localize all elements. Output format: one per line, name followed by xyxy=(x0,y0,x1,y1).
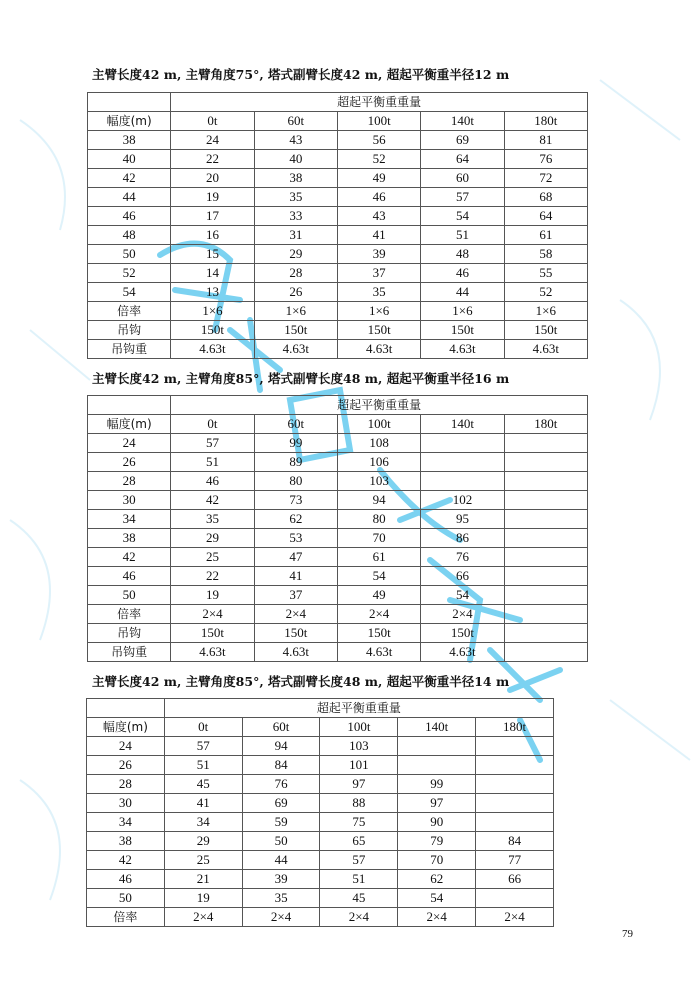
table-cell xyxy=(504,453,587,472)
table-cell: 66 xyxy=(421,567,504,586)
table-cell: 64 xyxy=(421,150,504,169)
table-row xyxy=(88,264,588,283)
column-header-counterweight: 60t xyxy=(254,415,337,434)
table-cell xyxy=(476,794,554,813)
table-cell: 150t xyxy=(421,624,504,643)
row-label: 46 xyxy=(88,567,171,586)
table-cell xyxy=(504,605,587,624)
table-cell: 80 xyxy=(254,472,337,491)
table-cell: 57 xyxy=(421,188,504,207)
table-cell: 24 xyxy=(171,131,254,150)
table-cell: 103 xyxy=(320,737,398,756)
table-cell: 150t xyxy=(337,321,420,340)
table-cell: 2×4 xyxy=(242,908,320,927)
table-cell xyxy=(398,756,476,775)
group-header: 超起平衡重重量 xyxy=(164,699,553,718)
table-row xyxy=(88,245,588,264)
table-row xyxy=(88,491,588,510)
table-cell: 28 xyxy=(254,264,337,283)
column-header-counterweight: 100t xyxy=(337,415,420,434)
table-cell: 15 xyxy=(171,245,254,264)
table-cell: 37 xyxy=(337,264,420,283)
table-cell xyxy=(504,434,587,453)
row-label: 42 xyxy=(87,851,165,870)
table-row xyxy=(88,340,588,359)
column-header-counterweight: 60t xyxy=(254,112,337,131)
table-row xyxy=(88,283,588,302)
table-cell: 39 xyxy=(242,870,320,889)
row-label: 吊钩重 xyxy=(88,340,171,359)
row-label: 24 xyxy=(88,434,171,453)
table-1-title: 主臂长度42 m, 主臂角度75°, 塔式副臂长度42 m, 超起平衡重半径12 m xyxy=(92,67,510,82)
column-header-counterweight: 180t xyxy=(504,415,587,434)
row-label: 42 xyxy=(88,548,171,567)
table-cell: 68 xyxy=(504,188,587,207)
table-cell: 56 xyxy=(337,131,420,150)
table-cell: 69 xyxy=(242,794,320,813)
table-cell: 1×6 xyxy=(171,302,254,321)
table-cell: 38 xyxy=(254,169,337,188)
table-cell: 97 xyxy=(398,794,476,813)
table-cell: 84 xyxy=(242,756,320,775)
table-cell: 150t xyxy=(254,321,337,340)
table-row xyxy=(87,908,554,927)
empty-corner-cell xyxy=(88,396,171,415)
row-label: 30 xyxy=(88,491,171,510)
table-cell: 26 xyxy=(254,283,337,302)
column-header-counterweight: 180t xyxy=(476,718,554,737)
table-row xyxy=(87,870,554,889)
table-cell: 44 xyxy=(421,283,504,302)
group-header-row xyxy=(88,396,588,415)
table-cell: 2×4 xyxy=(320,908,398,927)
table-row xyxy=(88,567,588,586)
table-cell xyxy=(504,548,587,567)
column-header-radius: 幅度(m) xyxy=(88,415,171,434)
row-label: 倍率 xyxy=(87,908,165,927)
table-cell: 99 xyxy=(398,775,476,794)
row-label: 50 xyxy=(87,889,165,908)
table-cell: 150t xyxy=(254,624,337,643)
table-cell: 62 xyxy=(398,870,476,889)
row-label: 34 xyxy=(88,510,171,529)
table-cell: 35 xyxy=(254,188,337,207)
table-cell: 52 xyxy=(337,150,420,169)
row-label: 40 xyxy=(88,150,171,169)
table-cell: 61 xyxy=(337,548,420,567)
table-cell: 75 xyxy=(320,813,398,832)
row-label: 吊钩重 xyxy=(88,643,171,662)
table-cell: 47 xyxy=(254,548,337,567)
table-cell: 103 xyxy=(337,472,420,491)
table-cell: 4.63t xyxy=(171,643,254,662)
table-cell xyxy=(504,529,587,548)
table-cell: 108 xyxy=(337,434,420,453)
table-cell: 58 xyxy=(504,245,587,264)
table-cell: 35 xyxy=(337,283,420,302)
table-cell xyxy=(476,889,554,908)
table-row xyxy=(87,737,554,756)
table-cell: 57 xyxy=(171,434,254,453)
table-cell: 49 xyxy=(337,586,420,605)
column-header-counterweight: 180t xyxy=(504,112,587,131)
table-row xyxy=(88,188,588,207)
column-header-radius: 幅度(m) xyxy=(87,718,165,737)
table-cell: 2×4 xyxy=(337,605,420,624)
table-cell: 54 xyxy=(398,889,476,908)
table-cell: 22 xyxy=(171,567,254,586)
table-cell: 4.63t xyxy=(254,643,337,662)
table-cell: 45 xyxy=(164,775,242,794)
table-row xyxy=(88,548,588,567)
column-header-radius: 幅度(m) xyxy=(88,112,171,131)
load-table-3 xyxy=(86,698,554,927)
table-row xyxy=(88,605,588,624)
table-cell: 4.63t xyxy=(171,340,254,359)
table-cell: 45 xyxy=(320,889,398,908)
table-cell: 59 xyxy=(242,813,320,832)
table-cell: 41 xyxy=(254,567,337,586)
table-cell: 64 xyxy=(504,207,587,226)
column-header-counterweight: 140t xyxy=(398,718,476,737)
table-cell xyxy=(476,813,554,832)
table-cell: 2×4 xyxy=(164,908,242,927)
table-cell: 48 xyxy=(421,245,504,264)
table-cell: 13 xyxy=(171,283,254,302)
table-cell: 97 xyxy=(320,775,398,794)
table-cell: 42 xyxy=(171,491,254,510)
table-cell: 88 xyxy=(320,794,398,813)
table-row xyxy=(87,775,554,794)
table-row xyxy=(87,794,554,813)
table-3-title: 主臂长度42 m, 主臂角度85°, 塔式副臂长度48 m, 超起平衡重半径14 m xyxy=(92,674,510,689)
table-cell: 54 xyxy=(337,567,420,586)
table-cell: 44 xyxy=(242,851,320,870)
table-cell: 1×6 xyxy=(254,302,337,321)
load-table-1 xyxy=(87,92,588,359)
table-cell: 29 xyxy=(171,529,254,548)
table-cell xyxy=(421,434,504,453)
group-header: 超起平衡重重量 xyxy=(171,93,588,112)
table-cell: 35 xyxy=(171,510,254,529)
table-cell: 46 xyxy=(337,188,420,207)
table-cell: 150t xyxy=(421,321,504,340)
group-header: 超起平衡重重量 xyxy=(171,396,588,415)
table-cell: 29 xyxy=(254,245,337,264)
table-cell: 37 xyxy=(254,586,337,605)
table-row xyxy=(87,756,554,775)
row-label: 50 xyxy=(88,586,171,605)
row-label: 26 xyxy=(87,756,165,775)
table-cell: 54 xyxy=(421,207,504,226)
table-cell: 25 xyxy=(164,851,242,870)
table-cell: 1×6 xyxy=(337,302,420,321)
table-row xyxy=(88,207,588,226)
table-cell: 54 xyxy=(421,586,504,605)
table-cell: 2×4 xyxy=(171,605,254,624)
table-cell: 2×4 xyxy=(254,605,337,624)
table-cell: 73 xyxy=(254,491,337,510)
table-cell: 150t xyxy=(337,624,420,643)
column-header-row xyxy=(88,112,588,131)
column-header-counterweight: 60t xyxy=(242,718,320,737)
table-cell: 76 xyxy=(504,150,587,169)
row-label: 吊钩 xyxy=(88,624,171,643)
row-label: 28 xyxy=(87,775,165,794)
empty-corner-cell xyxy=(87,699,165,718)
table-cell: 80 xyxy=(337,510,420,529)
table-cell: 99 xyxy=(254,434,337,453)
table-cell: 2×4 xyxy=(398,908,476,927)
table-cell: 19 xyxy=(171,188,254,207)
table-cell: 43 xyxy=(337,207,420,226)
column-header-counterweight: 0t xyxy=(164,718,242,737)
table-cell: 35 xyxy=(242,889,320,908)
row-label: 26 xyxy=(88,453,171,472)
table-cell: 4.63t xyxy=(337,340,420,359)
table-cell: 72 xyxy=(504,169,587,188)
table-cell: 51 xyxy=(171,453,254,472)
table-cell: 70 xyxy=(398,851,476,870)
table-cell: 19 xyxy=(171,586,254,605)
table-cell: 51 xyxy=(164,756,242,775)
table-cell xyxy=(504,491,587,510)
table-cell: 76 xyxy=(421,548,504,567)
table-cell: 33 xyxy=(254,207,337,226)
table-cell: 61 xyxy=(504,226,587,245)
table-cell: 4.63t xyxy=(337,643,420,662)
table-cell xyxy=(504,510,587,529)
table-cell: 150t xyxy=(171,321,254,340)
table-cell: 65 xyxy=(320,832,398,851)
column-header-counterweight: 140t xyxy=(421,112,504,131)
table-row xyxy=(88,624,588,643)
table-row xyxy=(88,169,588,188)
row-label: 42 xyxy=(88,169,171,188)
table-cell: 4.63t xyxy=(421,340,504,359)
table-cell: 66 xyxy=(476,870,554,889)
table-cell: 94 xyxy=(242,737,320,756)
table-row xyxy=(87,889,554,908)
row-label: 38 xyxy=(88,131,171,150)
table-cell: 53 xyxy=(254,529,337,548)
table-row xyxy=(88,643,588,662)
table-cell: 69 xyxy=(421,131,504,150)
row-label: 50 xyxy=(88,245,171,264)
row-label: 46 xyxy=(87,870,165,889)
row-label: 52 xyxy=(88,264,171,283)
table-cell: 81 xyxy=(504,131,587,150)
table-cell: 57 xyxy=(320,851,398,870)
table-row xyxy=(87,832,554,851)
table-cell xyxy=(476,737,554,756)
table-cell: 57 xyxy=(164,737,242,756)
row-label: 54 xyxy=(88,283,171,302)
table-cell: 25 xyxy=(171,548,254,567)
table-cell xyxy=(421,472,504,491)
table-2-title: 主臂长度42 m, 主臂角度85°, 塔式副臂长度48 m, 超起平衡重半径16 m xyxy=(92,371,510,386)
table-cell: 50 xyxy=(242,832,320,851)
table-cell: 51 xyxy=(320,870,398,889)
table-row xyxy=(88,453,588,472)
table-cell: 46 xyxy=(171,472,254,491)
table-cell: 4.63t xyxy=(504,340,587,359)
table-cell xyxy=(504,586,587,605)
table-cell: 49 xyxy=(337,169,420,188)
table-cell: 19 xyxy=(164,889,242,908)
table-cell: 77 xyxy=(476,851,554,870)
table-cell: 1×6 xyxy=(504,302,587,321)
table-cell: 21 xyxy=(164,870,242,889)
table-row xyxy=(88,510,588,529)
table-row xyxy=(88,586,588,605)
group-header-row xyxy=(87,699,554,718)
table-row xyxy=(88,131,588,150)
table-row xyxy=(88,472,588,491)
column-header-counterweight: 0t xyxy=(171,415,254,434)
table-cell: 41 xyxy=(337,226,420,245)
row-label: 34 xyxy=(87,813,165,832)
table-cell: 46 xyxy=(421,264,504,283)
group-header-row xyxy=(88,93,588,112)
table-cell: 2×4 xyxy=(421,605,504,624)
table-row xyxy=(88,434,588,453)
row-label: 28 xyxy=(88,472,171,491)
table-cell: 20 xyxy=(171,169,254,188)
table-cell: 16 xyxy=(171,226,254,245)
table-cell xyxy=(504,643,587,662)
column-header-row xyxy=(88,415,588,434)
table-row xyxy=(87,851,554,870)
page-number: 79 xyxy=(622,928,633,940)
row-label: 30 xyxy=(87,794,165,813)
table-row xyxy=(88,529,588,548)
table-cell: 76 xyxy=(242,775,320,794)
table-cell xyxy=(476,775,554,794)
table-cell: 52 xyxy=(504,283,587,302)
table-cell: 43 xyxy=(254,131,337,150)
table-cell xyxy=(476,756,554,775)
table-cell: 150t xyxy=(171,624,254,643)
table-cell: 90 xyxy=(398,813,476,832)
table-cell: 2×4 xyxy=(476,908,554,927)
table-cell: 39 xyxy=(337,245,420,264)
load-table-2 xyxy=(87,395,588,662)
row-label: 24 xyxy=(87,737,165,756)
table-cell xyxy=(504,472,587,491)
table-cell: 60 xyxy=(421,169,504,188)
table-cell xyxy=(504,567,587,586)
row-label: 48 xyxy=(88,226,171,245)
table-cell: 4.63t xyxy=(421,643,504,662)
table-cell xyxy=(398,737,476,756)
table-row xyxy=(87,813,554,832)
column-header-counterweight: 100t xyxy=(320,718,398,737)
table-cell: 106 xyxy=(337,453,420,472)
table-row xyxy=(88,321,588,340)
table-cell: 1×6 xyxy=(421,302,504,321)
table-cell: 86 xyxy=(421,529,504,548)
table-cell: 101 xyxy=(320,756,398,775)
table-cell: 150t xyxy=(504,321,587,340)
table-cell: 31 xyxy=(254,226,337,245)
table-cell: 94 xyxy=(337,491,420,510)
table-cell: 40 xyxy=(254,150,337,169)
table-cell: 34 xyxy=(164,813,242,832)
row-label: 46 xyxy=(88,207,171,226)
table-cell: 102 xyxy=(421,491,504,510)
table-cell: 79 xyxy=(398,832,476,851)
column-header-counterweight: 140t xyxy=(421,415,504,434)
table-row xyxy=(88,302,588,321)
table-cell: 55 xyxy=(504,264,587,283)
row-label: 38 xyxy=(88,529,171,548)
column-header-row xyxy=(87,718,554,737)
table-cell: 14 xyxy=(171,264,254,283)
table-row xyxy=(88,150,588,169)
column-header-counterweight: 0t xyxy=(171,112,254,131)
column-header-counterweight: 100t xyxy=(337,112,420,131)
empty-corner-cell xyxy=(88,93,171,112)
table-cell: 22 xyxy=(171,150,254,169)
table-cell xyxy=(504,624,587,643)
table-cell: 84 xyxy=(476,832,554,851)
row-label: 吊钩 xyxy=(88,321,171,340)
table-cell: 89 xyxy=(254,453,337,472)
row-label: 倍率 xyxy=(88,302,171,321)
table-cell: 4.63t xyxy=(254,340,337,359)
table-cell xyxy=(421,453,504,472)
row-label: 44 xyxy=(88,188,171,207)
table-cell: 70 xyxy=(337,529,420,548)
table-cell: 51 xyxy=(421,226,504,245)
table-cell: 95 xyxy=(421,510,504,529)
table-cell: 29 xyxy=(164,832,242,851)
table-cell: 41 xyxy=(164,794,242,813)
table-cell: 62 xyxy=(254,510,337,529)
row-label: 倍率 xyxy=(88,605,171,624)
table-cell: 17 xyxy=(171,207,254,226)
row-label: 38 xyxy=(87,832,165,851)
table-row xyxy=(88,226,588,245)
